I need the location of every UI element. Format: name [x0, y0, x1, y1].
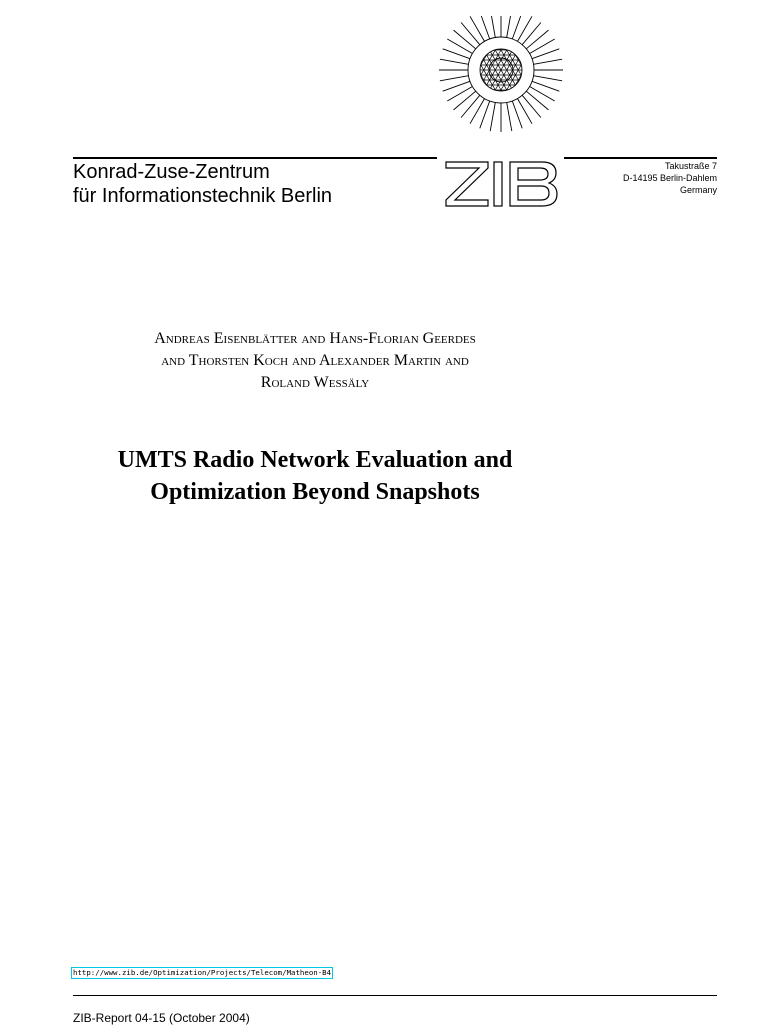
zib-logo-icon — [438, 14, 564, 208]
logo-ray — [440, 76, 469, 81]
logo-ray — [447, 87, 472, 102]
header-rule-right — [564, 157, 717, 159]
logo-ray — [461, 23, 480, 45]
logo-ray — [443, 81, 470, 91]
address-city: D-14195 Berlin-Dahlem — [622, 173, 717, 183]
institute-name-line-1: Konrad-Zuse-Zentrum — [73, 161, 270, 183]
logo-ray — [532, 49, 559, 59]
logo-ray — [530, 39, 555, 54]
logo-ray — [526, 91, 548, 110]
logo-ray — [534, 59, 563, 64]
title-line-1: UMTS Radio Network Evaluation and — [117, 447, 513, 473]
footer-rule — [73, 995, 717, 996]
logo-ray — [526, 30, 548, 49]
title-line-2: Optimization Beyond Snapshots — [150, 479, 480, 505]
logo-ray — [507, 103, 512, 132]
logo-ray — [461, 95, 480, 117]
logo-ray — [454, 91, 476, 110]
address-country: Germany — [679, 185, 717, 195]
logo-ray — [532, 81, 559, 91]
logo-ray — [522, 23, 541, 45]
logo-ray — [534, 76, 563, 81]
logo-ray — [447, 39, 472, 54]
logo-ray — [443, 49, 470, 59]
logo-ray — [492, 16, 496, 38]
institute-name — [73, 160, 332, 208]
paper-title — [60, 444, 570, 508]
institute-address — [623, 160, 717, 196]
logo-ray — [530, 87, 555, 102]
address-street: Takustraße 7 — [664, 161, 717, 171]
logo-ray — [512, 101, 522, 128]
report-number: ZIB-Report 04-15 (October 2004) — [73, 1011, 250, 1025]
logo-ray — [480, 101, 490, 128]
authors-line-3: Roland Wessäly — [260, 374, 370, 391]
project-url-link[interactable]: http://www.zib.de/Optimization/Projects/Telecom/Matheon-B4 — [73, 968, 332, 977]
authors — [60, 328, 570, 394]
logo-ray — [440, 59, 469, 64]
logo-ray — [490, 103, 495, 132]
logo-ray — [522, 95, 541, 117]
header-rule-left — [73, 157, 437, 159]
logo-ray — [470, 99, 485, 124]
logo-ray — [518, 99, 533, 124]
institute-name-line-2: für Informationstechnik Berlin — [73, 185, 333, 207]
authors-line-2: and Thorsten Koch and Alexander Martin and — [161, 352, 469, 369]
logo-ray — [507, 16, 511, 38]
logo-ray — [481, 16, 489, 39]
logo-ray — [454, 30, 476, 49]
authors-line-1: Andreas Eisenblätter and Hans-Florian Geerdes — [154, 330, 476, 347]
logo-ray — [512, 16, 520, 39]
